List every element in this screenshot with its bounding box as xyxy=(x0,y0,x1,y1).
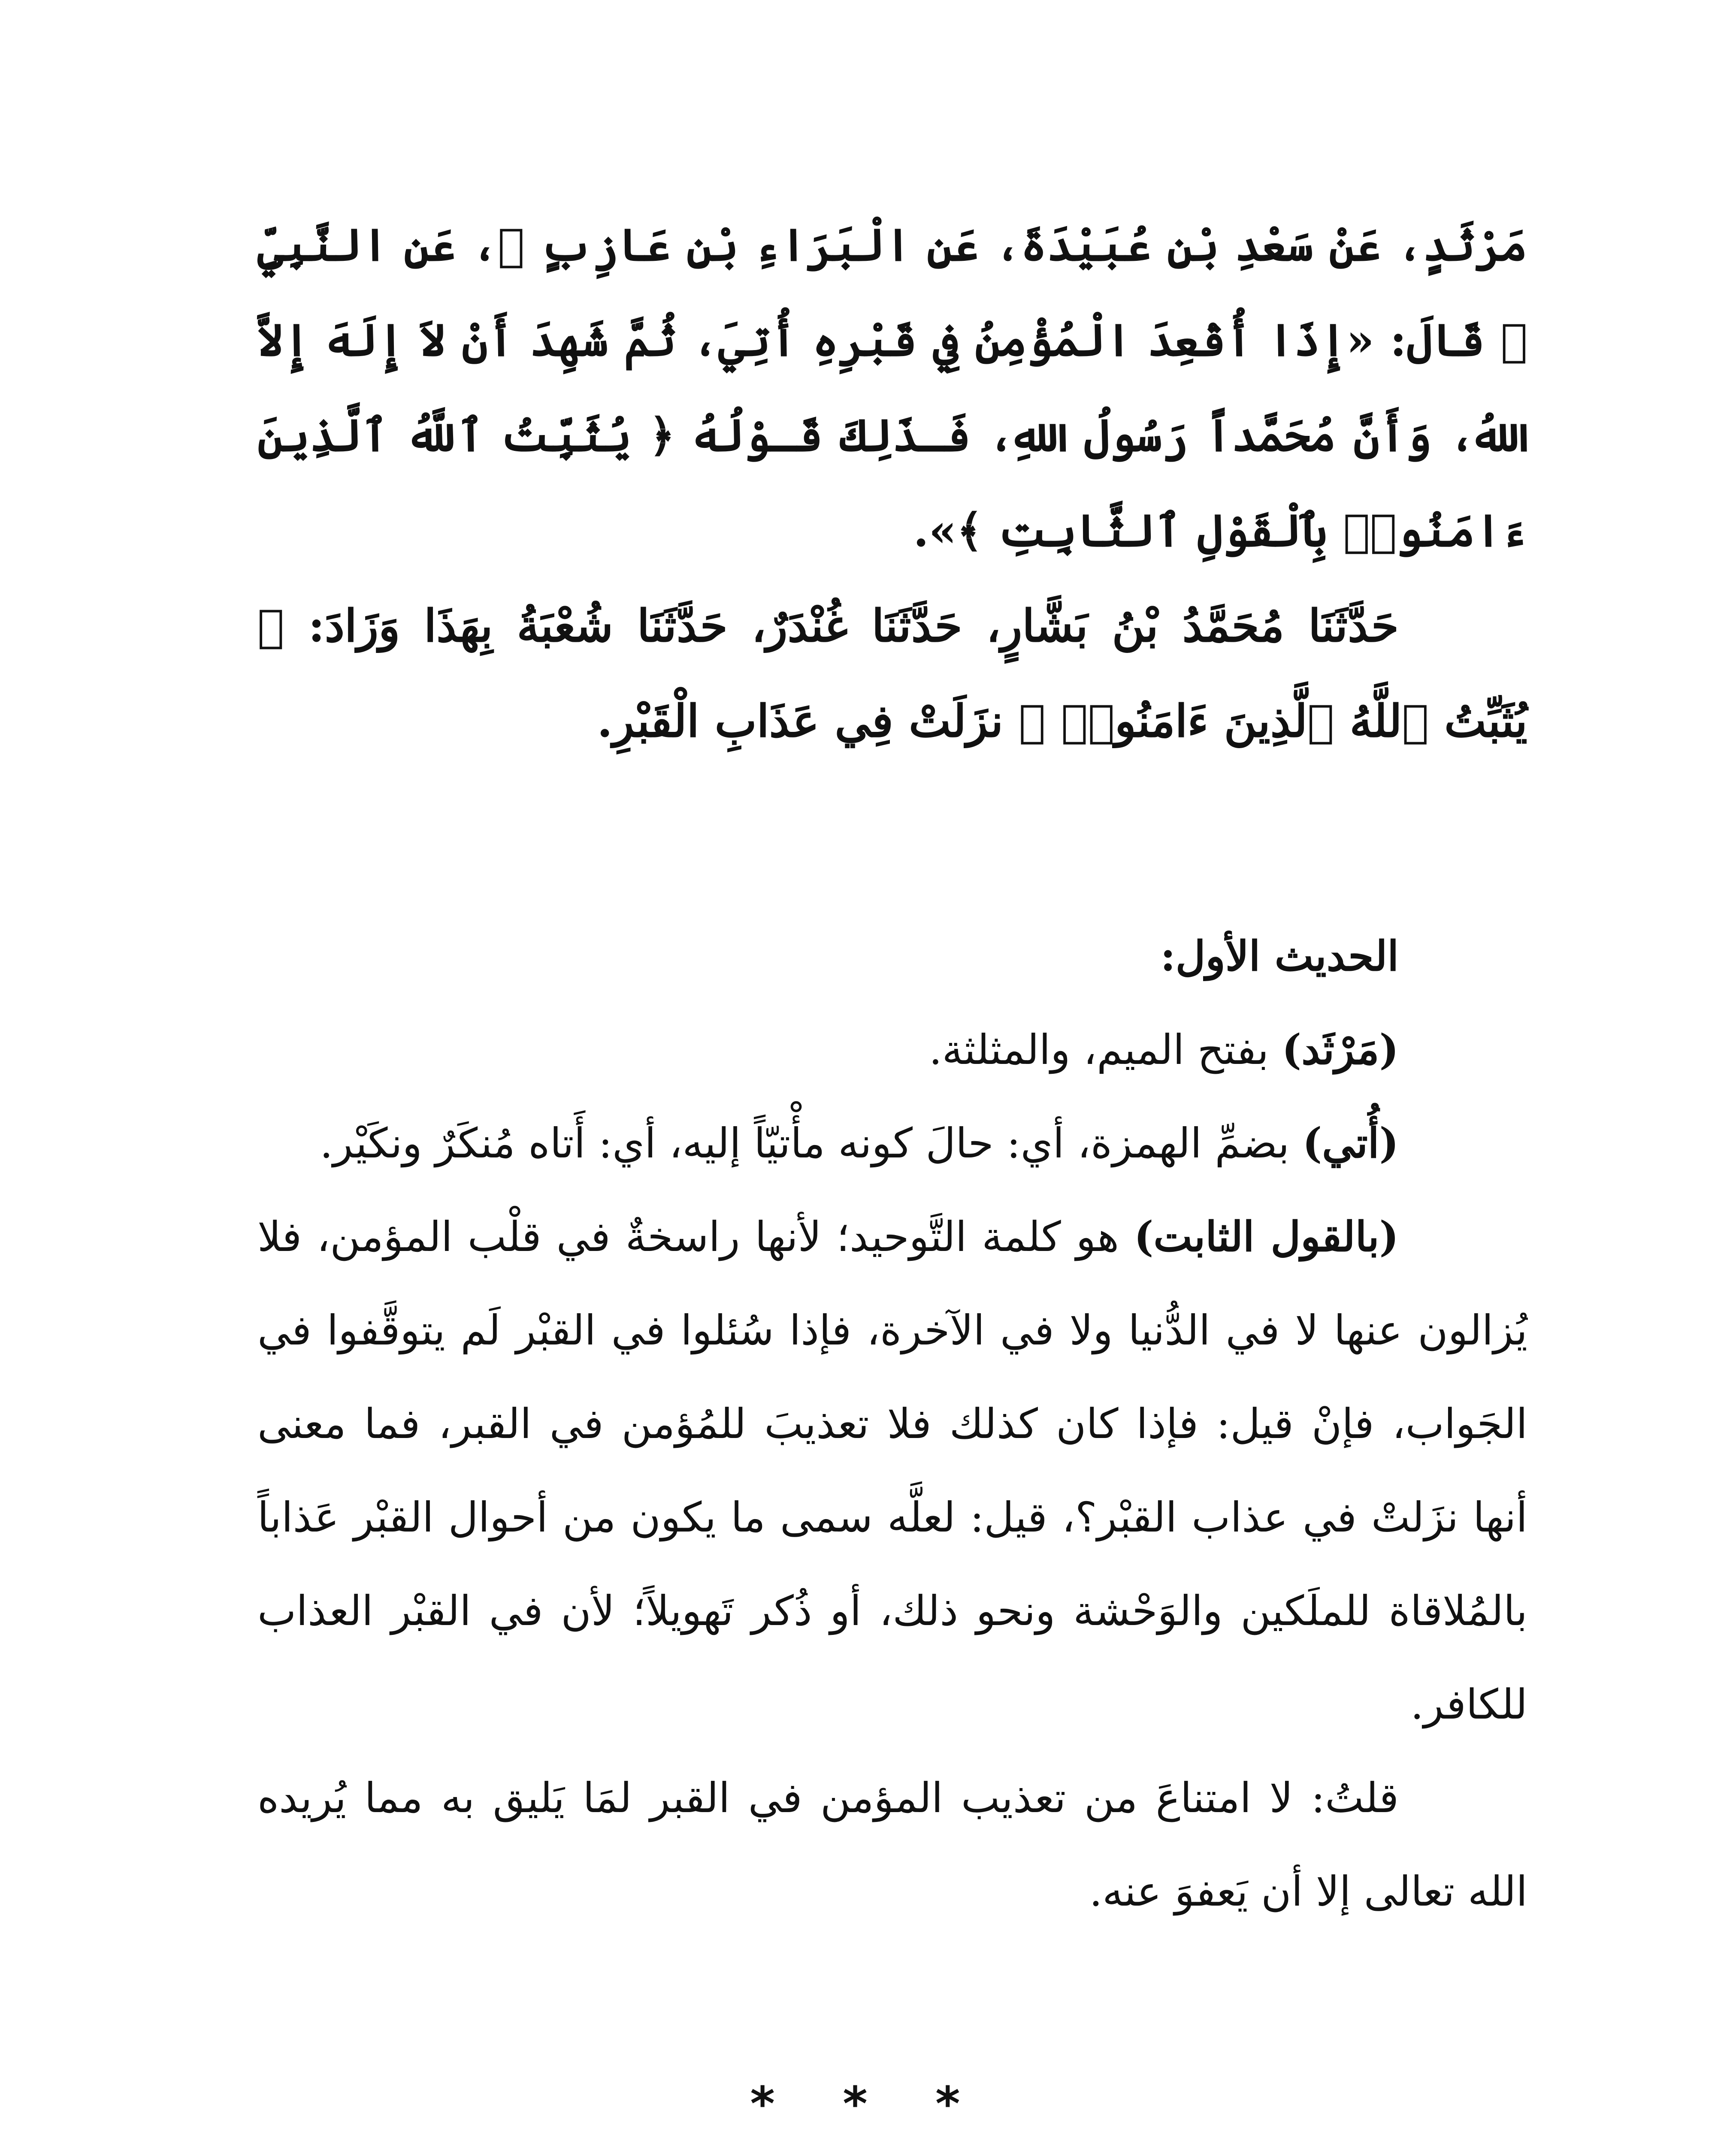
commentary-term: (مَرْثَد) xyxy=(1282,1025,1399,1074)
hadith-paragraph: حَدَّثَنَا مُحَمَّدُ بْنُ بَشَّارٍ، حَدَّثَنَا غُنْدَرٌ، حَدَّثَنَا شُعْبَةُ بِهَذَا وَزَادَ: ﴿ يُثَبِّتُ ٱللَّهُ ٱلَّذِينَ ءَامَنُوا۟ ﴾ نزَلَتْ فِي عَذَابِ الْقَبْرِ. xyxy=(257,599,1527,747)
commentary-explanation: هو كلمة التَّوحيد؛ لأنها راسخةٌ في قلْب المؤمن، فلا يُزالون عنها لا في الدُّنيا ولا في الآخرة، فإذا سُئلوا في القبْر لَم يتوقَّفوا في الجَواب، فإنْ قيل: فإذا كان كذلك فلا تعذيبَ للمُؤمن في القبر، فما معنى أنها نزَلتْ في عذاب القبْر؟، قيل: لعلَّه سمى ما يكون من أحوال القبْر عَذاباً بالمُلاقاة للملَكين والوَحْشة ونحو ذلك، أو ذُكر تَهويلاً؛ لأن في القبْر العذاب للكافر. xyxy=(257,1213,1527,1728)
hadith-text xyxy=(257,197,1527,769)
commentary-term: (بالقول الثابت) xyxy=(1134,1212,1399,1261)
commentary-term: (أُتي) xyxy=(1302,1119,1399,1167)
commentary-explanation: بفتح الميم، والمثلثة. xyxy=(929,1026,1282,1074)
hadith-paragraph: مَرْثَدٍ، عَنْ سَعْدِ بْنِ عُبَيْدَةَ، عَنِ الْبَرَاءِ بْنِ عَازِبٍ ﵄، عَنِ النَّبِيِّ ﷺ قَالَ: «إِذَا أُقْعِدَ الْمُؤْمِنُ فِي قَبْرِهِ أُتِيَ، ثُمَّ شَهِدَ أَنْ لاَ إِلَهَ إِلاَّ اللهُ، وَأَنَّ مُحَمَّداً رَسُولُ اللهِ، فَـذَلِكَ قَـوْلُهُ ﴿ يُثَبِّتُ ٱللَّهُ ٱلَّذِينَ ءَامَنُوا۟ بِٱلْقَوْلِ ٱلثَّابِتِ ﴾». xyxy=(257,218,1528,557)
commentary-paragraph xyxy=(257,1003,1527,1097)
commentary-paragraph xyxy=(257,1751,1527,1938)
commentary-explanation: بضمِّ الهمزة، أي: حالَ كونه مأْتيّاً إليه، أي: أَتاه مُنكَرٌ ونكَيْر. xyxy=(320,1119,1303,1167)
section-separator: * * * xyxy=(750,2076,986,2131)
commentary-explanation: قلتُ: لا امتناعَ من تعذيب المؤمن في القبر لمَا يَليق به مما يُريده الله تعالى إلا أن يَعفوَ عنه. xyxy=(257,1774,1527,1915)
commentary-text xyxy=(257,909,1527,1938)
section-heading: الحديث الأول: xyxy=(1160,932,1399,980)
commentary-paragraph xyxy=(257,1190,1527,1751)
commentary-paragraph xyxy=(257,1097,1527,1190)
